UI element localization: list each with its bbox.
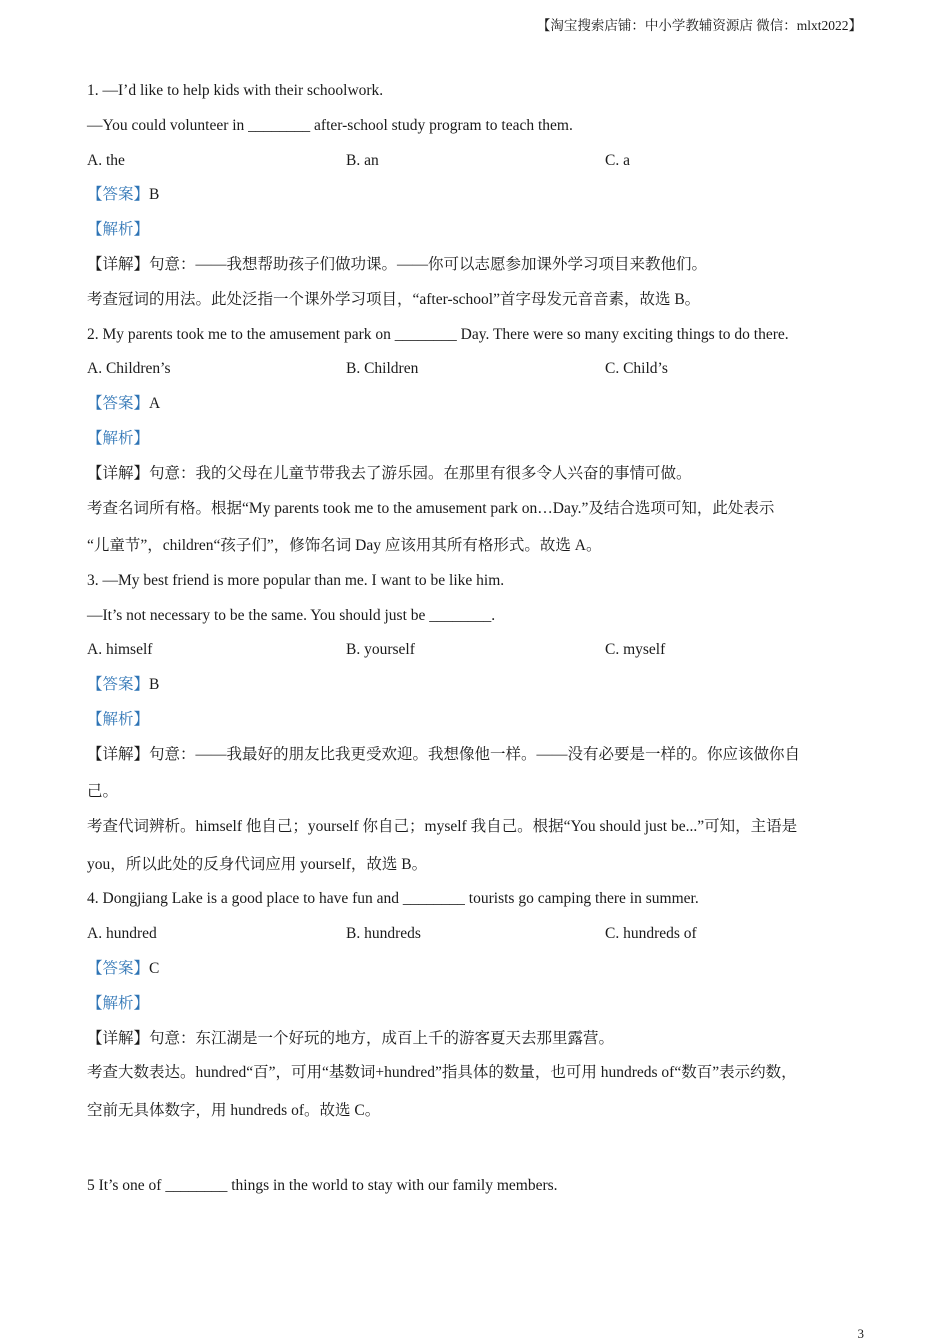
- detail-line: you，所以此处的反身代词应用 yourself，故选 B。: [87, 855, 428, 873]
- option-b: B. hundreds: [346, 925, 421, 943]
- detail-line: 【详解】句意：——我最好的朋友比我更受欢迎。我想像他一样。——没有必要是一样的。你应该做你自: [87, 745, 801, 763]
- options-row: [87, 357, 877, 392]
- answer-value: B: [149, 676, 160, 694]
- question-4: [87, 887, 877, 1133]
- answer-line: [87, 392, 877, 427]
- answer-label: 【答案】: [87, 960, 150, 978]
- question-2: [87, 323, 877, 569]
- option-b: B. Children: [346, 360, 419, 378]
- option-a: A. the: [87, 151, 125, 169]
- options-row: [87, 149, 877, 184]
- analysis-label: 【解析】: [87, 221, 150, 239]
- page-header: 【淘宝搜索店铺：中小学教辅资源店 微信：mlxt2022】: [536, 18, 862, 33]
- question-3: [87, 569, 877, 888]
- spacer: [87, 1134, 877, 1174]
- page-number: 3: [857, 1326, 864, 1341]
- detail-line: “儿童节”，children“孩子们”，修饰名词 Day 应该用其所有格形式。故选 A。: [87, 537, 602, 555]
- analysis-label: 【解析】: [87, 711, 150, 729]
- answer-line: [87, 957, 877, 992]
- detail-line: 考查大数表达。hundred“百”，可用“基数词+hundred”指具体的数量，也可用 hundreds of“数百”表示约数，: [87, 1064, 797, 1082]
- question-stem: —You could volunteer in ________ after-school study program to teach them.: [87, 116, 573, 134]
- document-body: [87, 79, 877, 1209]
- option-c: C. Child’s: [605, 360, 668, 378]
- detail-line: 己。: [87, 783, 119, 801]
- detail-line: 【详解】句意：东江湖是一个好玩的地方，成百上千的游客夏天去那里露营。: [87, 1029, 615, 1047]
- option-a: A. hundred: [87, 925, 157, 943]
- answer-label: 【答案】: [87, 395, 150, 413]
- answer-value: C: [149, 960, 160, 978]
- option-b: B. an: [346, 151, 379, 169]
- question-stem: 4. Dongjiang Lake is a good place to have fun and ________ tourists go camping there in summer.: [87, 890, 699, 908]
- answer-label: 【答案】: [87, 186, 150, 204]
- question-stem: 3. —My best friend is more popular than me. I want to be like him.: [87, 571, 505, 589]
- answer-value: B: [149, 186, 160, 204]
- question-stem: —It’s not necessary to be the same. You should just be ________.: [87, 606, 496, 624]
- analysis-label: 【解析】: [87, 994, 150, 1012]
- detail-line: 空前无具体数字，用 hundreds of。故选 C。: [87, 1101, 381, 1119]
- answer-line: [87, 183, 877, 218]
- answer-line: [87, 673, 877, 708]
- answer-value: A: [149, 395, 161, 413]
- question-stem: 2. My parents took me to the amusement park on ________ Day. There were so many exciting things to do there.: [87, 325, 789, 343]
- option-c: C. a: [605, 151, 630, 169]
- question-stem: 1. —I’d like to help kids with their schoolwork.: [87, 82, 384, 99]
- analysis-label: 【解析】: [87, 429, 150, 447]
- options-row: [87, 922, 877, 957]
- detail-line: 考查冠词的用法。此处泛指一个课外学习项目，“after-school”首字母发元音音素，故选 B。: [87, 290, 701, 308]
- question-1: [87, 79, 877, 323]
- options-row: [87, 638, 877, 673]
- detail-line: 考查代词辨析。himself 他自己；yourself 你自己；myself 我自己。根据“You should just be...”可知，主语是: [87, 818, 798, 836]
- option-a: A. Children’s: [87, 360, 171, 378]
- option-c: C. hundreds of: [605, 925, 697, 943]
- answer-label: 【答案】: [87, 676, 150, 694]
- detail-line: 考查名词所有格。根据“My parents took me to the amusement park on…Day.”及结合选项可知，此处表示: [87, 499, 775, 517]
- option-b: B. yourself: [346, 641, 415, 659]
- option-a: A. himself: [87, 641, 153, 659]
- option-c: C. myself: [605, 641, 666, 659]
- detail-line: 【详解】句意：我的父母在儿童节带我去了游乐园。在那里有很多令人兴奋的事情可做。: [87, 464, 692, 482]
- detail-line: 【详解】句意：——我想帮助孩子们做功课。——你可以志愿参加课外学习项目来教他们。: [87, 255, 708, 273]
- question-5-stem: 5 It’s one of ________ things in the world to stay with our family members.: [87, 1176, 558, 1194]
